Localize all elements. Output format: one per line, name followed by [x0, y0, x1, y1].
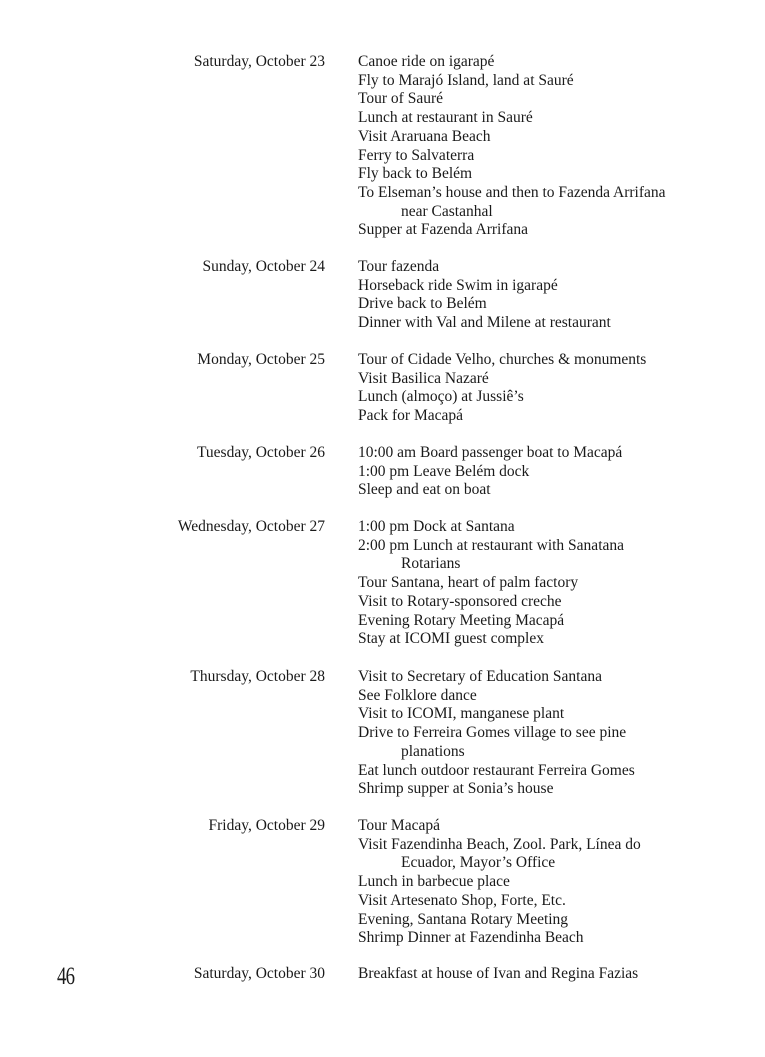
activity-item: Stay at ICOMI guest complex: [358, 630, 544, 648]
day-date: Monday, October 25: [197, 351, 325, 368]
activity-item: See Folklore dance: [358, 686, 477, 704]
activity-item: Drive to Ferreira Gomes village to see pine planations: [358, 724, 627, 760]
activity-item: 1:00 pm Leave Belém dock: [358, 462, 530, 480]
activity-item: Evening Rotary Meeting Macapá: [358, 611, 565, 629]
day-date: Sunday, October 24: [202, 258, 325, 275]
day-activities: [358, 817, 758, 948]
activity-item: To Elseman’s house and then to Fazenda Arrifana near Castanhal: [358, 183, 666, 220]
day-activities: [358, 518, 758, 649]
activity-item: Shrimp Dinner at Fazendinha Beach: [358, 929, 584, 947]
activity-item: Visit Araruana Beach: [358, 127, 491, 145]
day-date: Friday, October 29: [208, 817, 325, 834]
activity-item: Tour of Cidade Velho, churches & monuments: [358, 351, 647, 368]
activity-item: Eat lunch outdoor restaurant Ferreira Gomes: [358, 761, 635, 779]
activity-item: Fly to Marajó Island, land at Sauré: [358, 71, 574, 89]
activity-item: Supper at Fazenda Arrifana: [358, 221, 529, 239]
activity-item: 1:00 pm Dock at Santana: [358, 518, 515, 535]
activity-item: Visit to ICOMI, manganese plant: [358, 705, 565, 723]
activity-item: Visit Artesenato Shop, Forte, Etc.: [358, 891, 566, 909]
activity-item: Lunch at restaurant in Sauré: [358, 109, 533, 127]
activity-item: 10:00 am Board passenger boat to Macapá: [358, 444, 623, 461]
activity-item: Tour Macapá: [358, 817, 440, 834]
activity-item: Lunch in barbecue place: [358, 873, 510, 891]
day-activities: [358, 53, 758, 240]
day-activities: [358, 351, 758, 426]
day-activities: [358, 444, 758, 500]
activity-item: Canoe ride on igarapé: [358, 53, 495, 70]
day-activities: [358, 965, 758, 984]
day-date: Wednesday, October 27: [177, 518, 325, 535]
activity-item: Visit Basilica Nazaré: [358, 369, 489, 387]
activity-item: Horseback ride Swim in igarapé: [358, 276, 558, 294]
activity-item: Evening, Santana Rotary Meeting: [358, 910, 569, 928]
page-number: 46: [57, 963, 75, 990]
day-activities: [358, 668, 758, 799]
activity-item: Ferry to Salvaterra: [358, 146, 475, 164]
day-date: Saturday, October 30: [193, 965, 325, 982]
activity-item: Fly back to Belém: [358, 165, 473, 183]
day-date: Tuesday, October 26: [196, 444, 325, 461]
activity-item: Dinner with Val and Milene at restaurant: [358, 314, 611, 332]
activity-item: Shrimp supper at Sonia’s house: [358, 780, 554, 798]
activity-item: Pack for Macapá: [358, 407, 464, 425]
activity-item: Drive back to Belém: [358, 295, 487, 313]
activity-item: Sleep and eat on boat: [358, 481, 491, 499]
day-activities: [358, 258, 758, 333]
activity-item: Lunch (almoço) at Jussiê’s: [358, 388, 524, 406]
activity-item: Visit to Secretary of Education Santana: [358, 668, 602, 685]
activity-item: Tour Santana, heart of palm factory: [358, 574, 579, 592]
activity-item: Tour of Sauré: [358, 90, 444, 108]
activity-item: Tour fazenda: [358, 258, 440, 275]
activity-item: Visit to Rotary-sponsored creche: [358, 592, 562, 610]
activity-item: 2:00 pm Lunch at restaurant with Sanatana Rotarians: [358, 536, 625, 573]
day-date: Thursday, October 28: [190, 668, 325, 685]
activity-item: Breakfast at house of Ivan and Regina Fazias: [358, 965, 639, 982]
day-date: Saturday, October 23: [193, 53, 325, 70]
activity-item: Visit Fazendinha Beach, Zool. Park, Línea do Ecuador, Mayor’s Office: [358, 835, 641, 872]
